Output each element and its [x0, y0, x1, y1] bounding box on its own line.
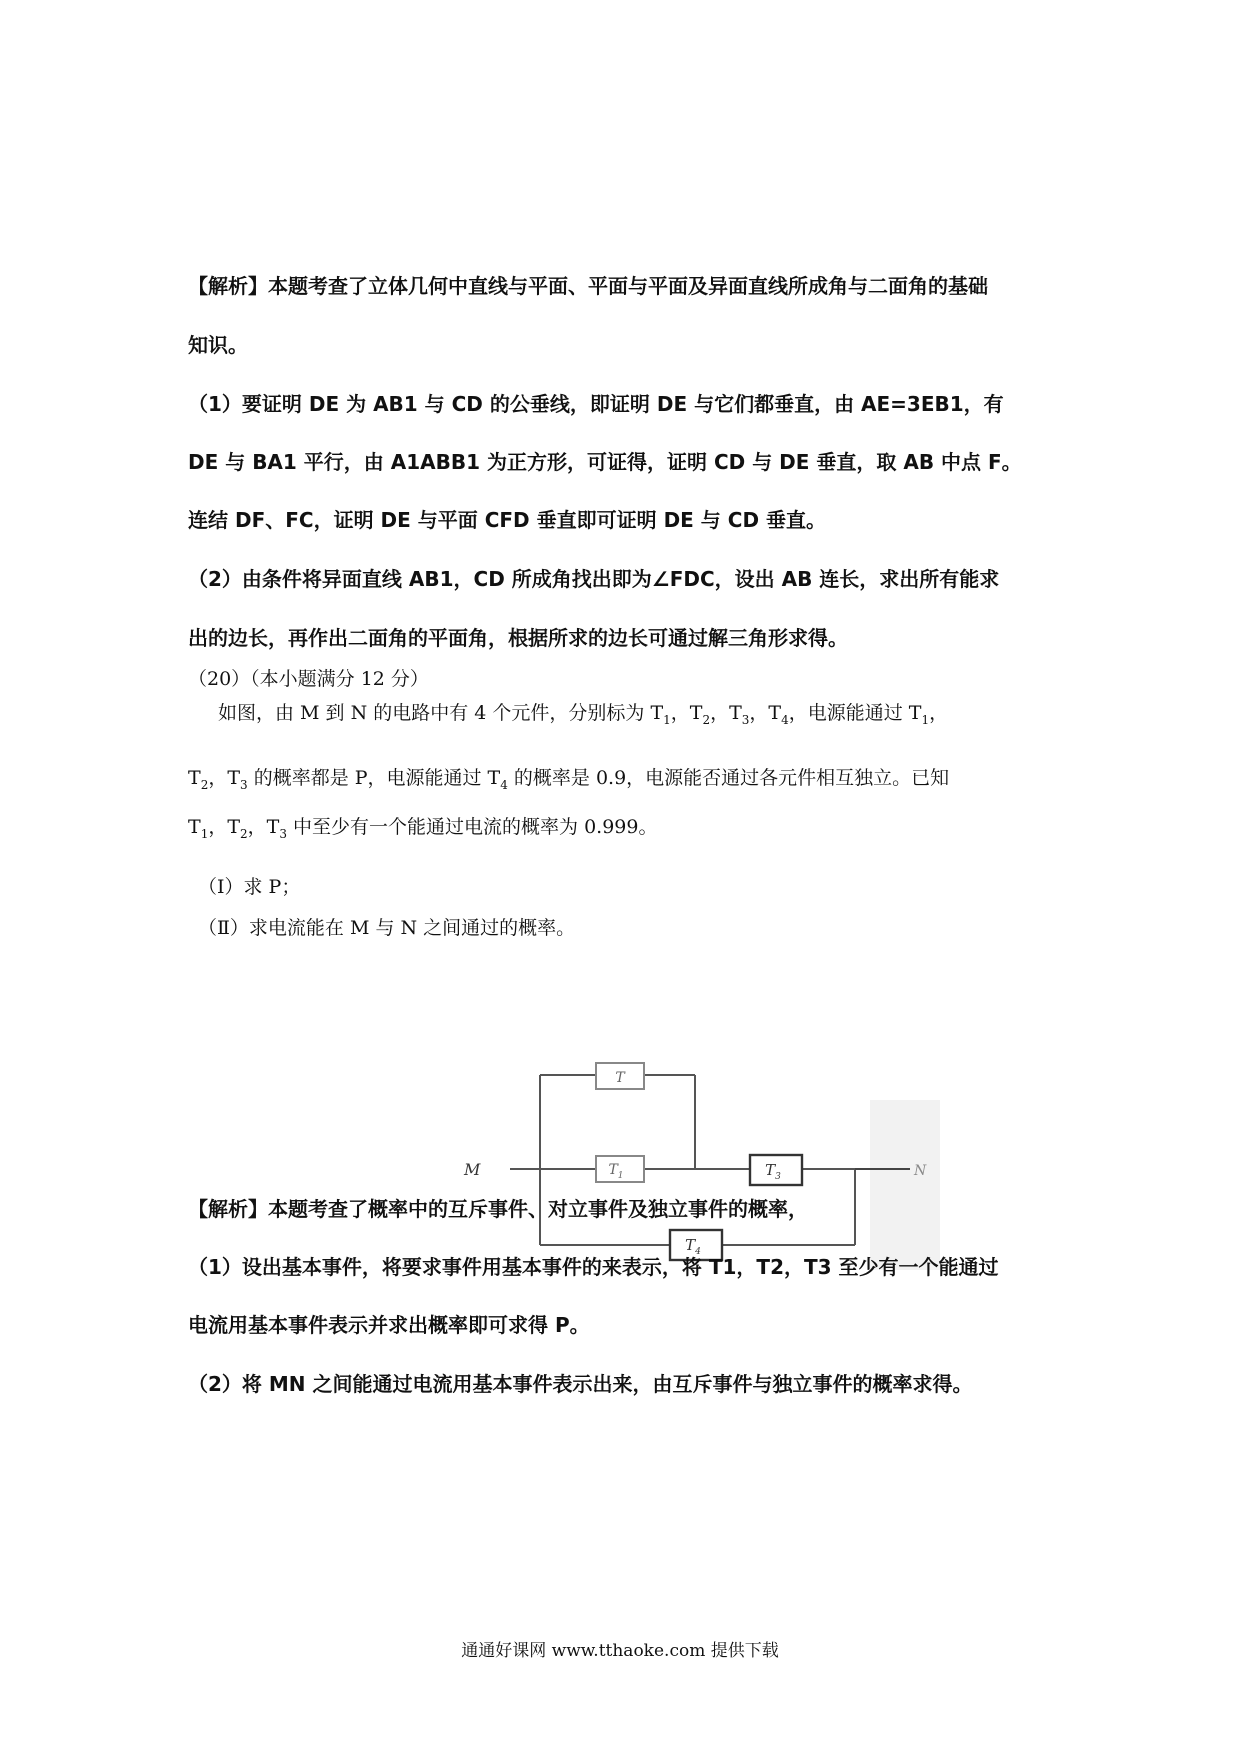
analysis1-line-5: 连结 DF、FC，证明 DE 与平面 CFD 垂直即可证明 DE 与 CD 垂直。: [188, 508, 827, 532]
component-label-t4: $T_4$: [685, 1236, 701, 1257]
analysis2-line-3: 电流用基本事件表示并求出概率即可求得 P。: [188, 1313, 590, 1337]
question-2: （Ⅱ）求电流能在 M 与 N 之间通过的概率。: [198, 917, 576, 939]
analysis2-line-1: 【解析】本题考查了概率中的互斥事件、对立事件及独立事件的概率，: [188, 1197, 808, 1221]
analysis2-line-2: （1）设出基本事件，将要求事件用基本事件的来表示，将 T1，T2，T3 至少有一个能通过: [188, 1255, 999, 1279]
analysis1-line-7: 出的边长，再作出二面角的平面角，根据所求的边长可通过解三角形求得。: [188, 626, 848, 650]
terminal-label-n: N: [914, 1163, 927, 1179]
analysis1-line-6: （2）由条件将异面直线 AB1，CD 所成角找出即为∠FDC，设出 AB 连长，求出所有能求: [188, 567, 1000, 591]
analysis1-line-2: 知识。: [188, 333, 248, 357]
component-label-t1: $T_1$: [608, 1162, 624, 1181]
problem-paragraph-2: $T_2$，$T_3$ 的概率都是 P，电源能通过 $T_4$ 的概率是 0.9，电源能否通过各元件相互独立。已知: [188, 767, 950, 792]
analysis2-line-4: （2）将 MN 之间能通过电流用基本事件表示出来，由互斥事件与独立事件的概率求得。: [188, 1372, 973, 1396]
problem-paragraph-1: 如图，由 M 到 N 的电路中有 4 个元件，分别标为 $T_1$，$T_2$，$T_3$，$T_4$，电源能通过 $T_1$，: [218, 702, 949, 727]
problem-paragraph-3: $T_1$，$T_2$，$T_3$ 中至少有一个能通过电流的概率为 0.999。: [188, 816, 658, 841]
analysis1-line-1: 【解析】本题考查了立体几何中直线与平面、平面与平面及异面直线所成角与二面角的基础: [188, 274, 988, 298]
component-label-top: T: [615, 1070, 625, 1086]
question-1: （Ⅰ）求 P；: [198, 876, 301, 898]
component-label-t3: $T_3$: [765, 1161, 781, 1182]
terminal-label-m: M: [464, 1160, 481, 1179]
scan-noise: [870, 1100, 940, 1270]
analysis1-line-3: （1）要证明 DE 为 AB1 与 CD 的公垂线，即证明 DE 与它们都垂直，由 AE=3EB1，有: [188, 392, 1004, 416]
page-footer: 通通好课网 www.tthaoke.com 提供下载: [461, 1641, 779, 1661]
problem-header: （20）（本小题满分 12 分）: [188, 668, 429, 690]
analysis1-line-4: DE 与 BA1 平行，由 A1ABB1 为正方形，可证得，证明 CD 与 DE 垂直，取 AB 中点 F。: [188, 450, 1022, 474]
